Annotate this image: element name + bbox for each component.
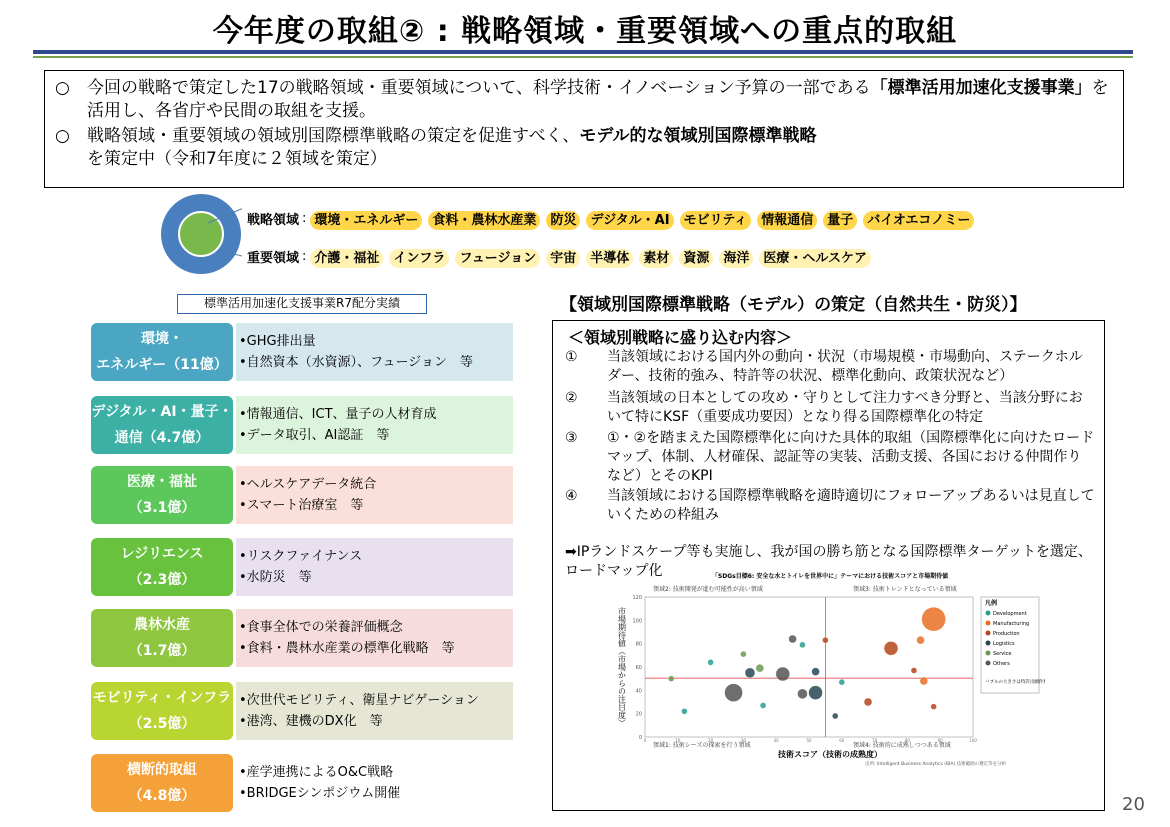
bubble-point [756, 664, 764, 672]
legend-entry: Production [993, 631, 1020, 637]
summary-item-1 [55, 77, 1113, 123]
strategic-domain-chip: 量子 [823, 211, 857, 230]
quadrant-label: 領域3: 技術トレンドとなっている領域 [853, 586, 957, 593]
model-subtitle: ＜領域別戦略に盛り込む内容＞ [568, 328, 793, 347]
ip-landscape-note: ➡IPランドスケープ等も実施し、我が国の勝ち筋となる国際標準ターゲットを選定、ロードマップ化 [565, 544, 1092, 579]
budget-row-items [236, 538, 513, 596]
budget-label-line: 農林水産 [134, 617, 190, 633]
model-item [565, 348, 1095, 386]
budget-item: •リスクファイナンス [239, 549, 363, 564]
budget-row-label [91, 609, 233, 667]
model-title: 【領域別国際標準戦略（モデル）の策定（自然共生・防災）】 [560, 295, 1027, 315]
quadrant-label: 領域2: 技術開発が進む可能性が高い領域 [653, 586, 763, 593]
legend-marker [986, 631, 991, 636]
budget-item: •産学連携によるO&C戦略 [239, 765, 394, 780]
budget-title: 標準活用加速化支援事業R7配分実績 [177, 294, 427, 314]
legend-marker [986, 651, 991, 656]
budget-row-label [91, 323, 233, 381]
page-number: 20 [1122, 794, 1145, 815]
budget-amount: 通信（4.7億） [114, 430, 210, 446]
budget-row [91, 609, 513, 667]
y-tick-label: 60 [635, 665, 642, 671]
ip-landscape-chart [615, 571, 1045, 803]
y-tick-label: 120 [632, 595, 642, 601]
budget-label-line: 環境・ [141, 331, 183, 347]
budget-row [91, 538, 513, 596]
bubble-point [839, 679, 845, 685]
x-tick-label: 90 [937, 738, 943, 743]
bubble-point [740, 651, 746, 657]
budget-row-label [91, 466, 233, 524]
budget-row [91, 754, 513, 812]
budget-row [91, 323, 513, 381]
chart-title: 「SDGs目標6: 安全な水とトイレを世界中に」テーマにおける技術スコアと市場期待値 [711, 573, 949, 580]
y-axis-label: 市場期待値（市場からの注目度） [617, 607, 627, 727]
summary-1-text: 今回の戦略で策定した17の戦略領域・重要領域について、科学技術・イノベーション予算の一部である [87, 78, 871, 98]
budget-label-line: デジタル・AI・量子・ [91, 404, 233, 420]
strategic-domain-chip: 情報通信 [757, 211, 817, 230]
budget-row-label [91, 754, 233, 812]
budget-label-line: モビリティ・インフラ [92, 690, 232, 706]
bubble-point [812, 668, 820, 676]
budget-row-items [236, 682, 513, 740]
important-domain-chip: 海洋 [719, 249, 753, 268]
bubble-point [776, 667, 790, 681]
strategic-domain-chip: 環境・エネルギー [310, 211, 422, 230]
budget-row-label [91, 682, 233, 740]
summary-1-tail: を活用し、各省庁や民間の取組を支援。 [87, 78, 1109, 121]
colon: : [302, 249, 307, 264]
budget-item: •次世代モビリティ、衛星ナビゲーション [239, 693, 479, 708]
budget-row-items [236, 609, 513, 667]
strategic-domain-chip: モビリティ [680, 211, 752, 230]
budget-label-line: レジリエンス [120, 546, 204, 562]
bubble-point [760, 703, 766, 709]
important-domain-chip: 介護・福祉 [310, 249, 383, 268]
budget-amount: （2.5億） [128, 716, 196, 732]
important-domain-chip: 宇宙 [546, 249, 580, 268]
bubble-point [920, 677, 928, 685]
bubble-point [789, 635, 797, 643]
budget-row-label [91, 538, 233, 596]
legend-entry: Manufacturing [993, 621, 1030, 627]
model-item-text: 当該領域における国際標準戦略を適時適切にフォローアップあるいは見直していくための枠組み [607, 488, 1095, 523]
budget-item: •ヘルスケアデータ統合 [239, 477, 377, 492]
bubble-point [822, 637, 828, 643]
important-domain-chip: 素材 [639, 249, 673, 268]
budget-item: •自然資本（水資源）、フュージョン 等 [239, 355, 473, 370]
strategic-domain-chip: 食料・農林水産業 [428, 211, 540, 230]
bubble-point [884, 641, 898, 655]
quadrant-label: 領域4: 技術的に成熟しつつある領域 [853, 742, 951, 749]
bubble-point [745, 668, 755, 678]
bubble-point [931, 704, 937, 710]
y-tick-label: 40 [635, 688, 642, 695]
x-axis-label: 技術スコア（技術の成熟度） [778, 750, 882, 759]
bubble-point [681, 708, 687, 714]
model-item-text: 当該領域の日本としての攻め・守りとして注力すべき分野と、当該分野において特にKSF（重要成功要因）となり得る国際標準化の特定 [607, 390, 1083, 425]
x-tick-label: 50 [806, 738, 812, 743]
summary-2-text: 戦略領域・重要領域の領域別国際標準戦略の策定を促進すべく、 [87, 126, 580, 146]
budget-row [91, 396, 513, 454]
model-item-number: ① [565, 349, 578, 365]
important-domains-row [247, 247, 877, 266]
budget-row-label [91, 396, 233, 454]
budget-row [91, 682, 513, 740]
budget-amount: （2.3億） [128, 572, 196, 588]
x-tick-label: 80 [904, 738, 910, 743]
budget-row-items [236, 466, 513, 524]
bubble-point [668, 676, 674, 682]
budget-row-items [236, 754, 513, 812]
legend-marker [986, 661, 991, 666]
budget-item: •食事全体での栄養評価概念 [239, 620, 403, 635]
model-item-number: ③ [565, 430, 578, 446]
strategic-domain-chip: バイオエコノミー [863, 211, 974, 230]
summary-item-2 [55, 125, 1113, 171]
summary-box [44, 70, 1124, 188]
model-item [565, 429, 1095, 486]
strategic-domain-chip: デジタル・AI [586, 211, 673, 230]
budget-item: •食料・農林水産業の標準化戦略 等 [239, 641, 455, 656]
bubble-point [917, 636, 925, 644]
bubble-point [922, 607, 946, 631]
bubble-chart [615, 571, 1045, 803]
important-label: 重要領域 [247, 251, 300, 266]
bubble-point [911, 668, 917, 674]
y-tick-label: 80 [635, 641, 642, 648]
budget-item: •港湾、建機のDX化 等 [239, 714, 383, 729]
important-domain-chip: 半導体 [586, 249, 633, 268]
budget-label-line: 医療・福祉 [127, 474, 197, 490]
summary-2-tail: を策定中（令和7年度に２領域を策定） [87, 149, 387, 169]
quadrant-label: 領域1: 技術シーズの探索を行う領域 [653, 742, 751, 749]
legend-entry: Development [993, 611, 1027, 617]
important-domain-chip: 資源 [679, 249, 713, 268]
y-tick-label: 0 [638, 735, 642, 741]
bubble-point [708, 659, 714, 665]
summary-2-bold: モデル的な領域別国際標準戦略 [579, 126, 817, 146]
budget-item: •スマート治療室 等 [239, 498, 364, 513]
y-tick-label: 100 [632, 618, 642, 625]
x-tick-label: 70 [872, 738, 878, 743]
budget-item: •データ取引、AI認証 等 [239, 428, 390, 443]
important-domain-chip: フュージョン [455, 249, 540, 268]
legend-note: バブルの大きさは特許出願件数 [985, 680, 1045, 685]
x-tick-label: 30 [740, 738, 746, 743]
bubble-point [725, 684, 743, 702]
budget-label-line: 横断的取組 [127, 762, 197, 778]
budget-item: •GHG排出量 [239, 334, 316, 349]
budget-item: •情報通信、ICT、量子の人材育成 [239, 407, 437, 422]
important-domain-chip: インフラ [389, 249, 449, 268]
model-item [565, 389, 1095, 427]
important-domain-chip: 医療・ヘルスケア [759, 249, 871, 268]
strategic-domains-row [247, 209, 980, 228]
strategic-label: 戦略領域 [247, 213, 300, 228]
model-item-number: ④ [565, 488, 578, 504]
x-tick-label: 20 [708, 738, 714, 743]
bullet-circle: ○ [55, 78, 70, 98]
title-rule-green [33, 56, 1133, 58]
model-item-text: ①・②を踏まえた国際標準化に向けた具体的取組（国際標準化に向けたロードマップ、体制、人材確保、認証等の実装、活動支援、各国における仲間作りなど）とそのKPI [607, 430, 1095, 484]
legend-marker [986, 611, 991, 616]
bubble-point [832, 713, 838, 719]
bubble-point [864, 698, 872, 706]
budget-amount: （4.8億） [128, 788, 196, 804]
legend-entry: Logistics [993, 641, 1015, 647]
strategic-domain-chip: 防災 [546, 211, 580, 230]
legend-entry: Others [993, 661, 1010, 667]
title-rule-blue [33, 50, 1133, 54]
budget-amount: エネルギー（11億） [96, 357, 228, 373]
model-item-number: ② [565, 390, 578, 406]
budget-row [91, 466, 513, 524]
budget-item: •水防災 等 [239, 570, 312, 585]
bullet-circle: ○ [55, 126, 70, 146]
legend-title: 凡例 [985, 600, 998, 607]
budget-amount: （3.1億） [128, 500, 196, 516]
budget-amount: （1.7億） [128, 643, 196, 659]
colon: : [302, 211, 307, 226]
x-tick-label: 100 [969, 738, 977, 743]
page-title: 今年度の取組② : 戦略領域・重要領域への重点的取組 [212, 14, 958, 49]
domain-donut-icon [160, 193, 242, 275]
budget-item: •BRIDGEシンポジウム開催 [239, 786, 401, 801]
x-tick-label: 10 [675, 738, 681, 743]
budget-row-items [236, 323, 513, 381]
model-item-text: 当該領域における国内外の動向・状況（市場規模・市場動向、ステークホルダー、技術的強み、特許等の状況、標準化動向、政策状況など） [607, 349, 1083, 384]
bubble-point [797, 689, 807, 699]
x-tick-label: 0 [643, 738, 647, 743]
chart-source: 出所: Intelligent Business Analytics (IBA) 技術範囲の選定等を分析 [865, 762, 1007, 767]
legend-entry: Service [993, 651, 1012, 657]
legend-marker [986, 621, 991, 626]
x-tick-label: 40 [773, 738, 779, 743]
x-tick-label: 60 [839, 738, 845, 743]
legend-marker [986, 641, 991, 646]
model-item [565, 487, 1095, 525]
bubble-point [809, 686, 823, 700]
y-tick-label: 20 [635, 711, 642, 718]
bubble-point [799, 642, 805, 648]
budget-row-items [236, 396, 513, 454]
summary-1-bold: 「標準活用加速化支援事業」 [870, 78, 1092, 98]
